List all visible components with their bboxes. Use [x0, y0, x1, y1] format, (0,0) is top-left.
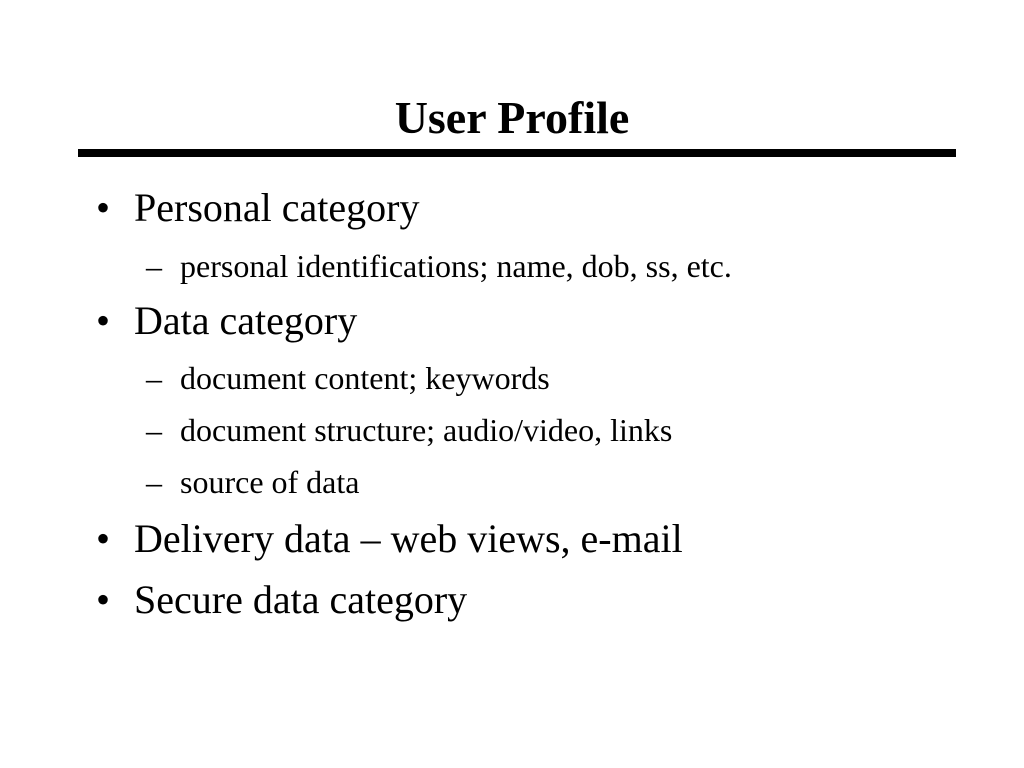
bullet-text: Delivery data – web views, e-mail [134, 516, 683, 561]
bullet-text: Secure data category [134, 577, 468, 622]
sub-bullet-item [146, 463, 360, 501]
bullet-text: Personal category [134, 185, 420, 230]
bullet-item [96, 297, 358, 345]
sub-bullet-item [146, 359, 550, 397]
sub-bullet-marker: – [146, 360, 162, 396]
sub-bullet-item [146, 411, 673, 449]
bullet-item [96, 576, 468, 624]
sub-bullet-text: document content; keywords [180, 360, 550, 396]
bullet-marker: • [96, 516, 111, 561]
sub-bullet-marker: – [146, 248, 162, 284]
sub-bullet-text: source of data [180, 464, 360, 500]
slide-title: User Profile [394, 92, 630, 143]
bullet-marker: • [96, 185, 111, 230]
sub-bullet-marker: – [146, 412, 162, 448]
bullet-item [96, 184, 420, 232]
sub-bullet-item [146, 247, 732, 285]
sub-bullet-marker: – [146, 464, 162, 500]
bullet-marker: • [96, 577, 111, 622]
bullet-text: Data category [134, 298, 358, 343]
sub-bullet-text: document structure; audio/video, links [180, 412, 673, 448]
bullet-marker: • [96, 298, 111, 343]
bullet-item [96, 515, 683, 563]
sub-bullet-text: personal identifications; name, dob, ss, etc. [180, 248, 732, 284]
